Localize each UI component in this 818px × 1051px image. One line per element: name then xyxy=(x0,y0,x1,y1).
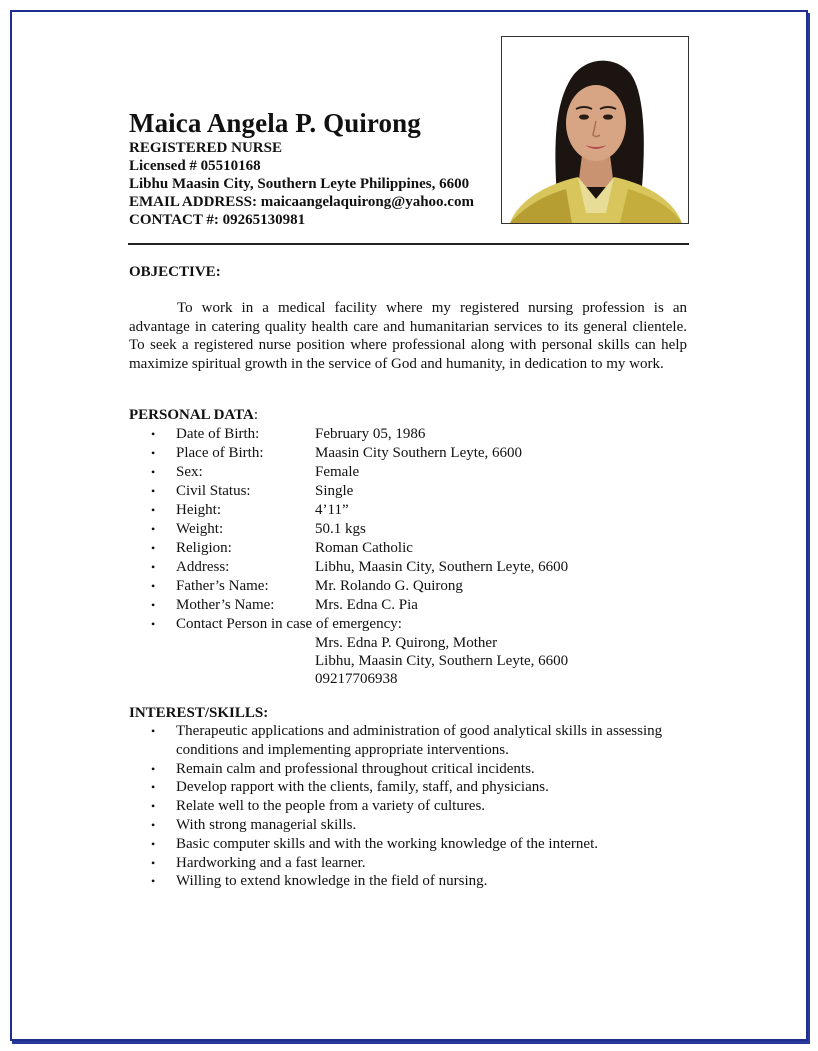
field-value: Single xyxy=(315,483,354,499)
email-address: EMAIL ADDRESS: maicaangelaquirong@yahoo.com xyxy=(129,194,474,210)
bullet: • xyxy=(151,817,156,832)
bullet: • xyxy=(151,617,156,631)
job-title: REGISTERED NURSE xyxy=(129,140,282,156)
bullet: • xyxy=(151,799,156,814)
field-label: Height: xyxy=(176,502,221,518)
field-label: Place of Birth: xyxy=(176,445,264,461)
bullet: • xyxy=(151,503,156,517)
bullet: • xyxy=(151,761,156,776)
emergency-contact-address: Libhu, Maasin City, Southern Leyte, 6600 xyxy=(315,653,569,669)
objective-body: To work in a medical facility where my registered nursing profession is an advantage in catering quality health care and humanitarian services to its general clientele. To seek a registered nurse position where professional along with personal skills can help maximize spiritual growth in the service of God and humanity, in dedication to my work. xyxy=(129,300,687,372)
bullet: • xyxy=(151,780,156,795)
header-divider xyxy=(128,243,689,245)
field-label: Address: xyxy=(176,559,230,575)
field-value: Female xyxy=(315,464,360,480)
field-label: Father’s Name: xyxy=(176,578,269,594)
field-label: Civil Status: xyxy=(176,483,251,499)
bullet: • xyxy=(151,484,156,498)
list-item xyxy=(129,872,689,891)
bullet: • xyxy=(151,874,156,889)
skill-text: Basic computer skills and with the working knowledge of the internet. xyxy=(176,835,598,852)
bullet: • xyxy=(151,598,156,612)
field-value: Maasin City Southern Leyte, 6600 xyxy=(315,445,523,461)
skill-text: With strong managerial skills. xyxy=(176,816,357,833)
list-item xyxy=(129,425,689,444)
list-item xyxy=(129,577,689,596)
list-item xyxy=(129,444,689,463)
field-value: Libhu, Maasin City, Southern Leyte, 6600 xyxy=(315,559,569,575)
field-value: Roman Catholic xyxy=(315,540,413,556)
list-item xyxy=(129,463,689,482)
emergency-contact-phone: 09217706938 xyxy=(315,671,398,687)
field-value: February 05, 1986 xyxy=(315,426,426,442)
skill-text: Remain calm and professional throughout critical incidents. xyxy=(176,760,535,777)
personal-data-title: PERSONAL DATA xyxy=(129,407,254,423)
bullet: • xyxy=(151,541,156,555)
bullet: • xyxy=(151,522,156,536)
field-label: Weight: xyxy=(176,521,224,537)
personal-data-colon: : xyxy=(253,407,259,423)
field-value: Mrs. Edna C. Pia xyxy=(315,597,418,613)
field-value: Mr. Rolando G. Quirong xyxy=(315,578,463,594)
skill-text: Therapeutic applications and administration of good analytical skills in assessing conditions and implementing appropriate interventions. xyxy=(176,723,663,758)
list-item xyxy=(129,778,689,797)
bullet: • xyxy=(151,855,156,870)
bullet: • xyxy=(151,560,156,574)
list-item xyxy=(129,816,689,835)
list-item xyxy=(129,558,689,577)
bullet: • xyxy=(151,465,156,479)
profile-photo xyxy=(501,36,689,224)
bullet: • xyxy=(151,724,156,738)
list-item xyxy=(129,760,689,779)
bullet: • xyxy=(151,427,156,441)
list-item xyxy=(129,501,689,520)
field-label: Mother’s Name: xyxy=(176,597,275,613)
objective-text xyxy=(129,299,687,373)
field-label: Religion: xyxy=(176,540,232,556)
list-item xyxy=(129,835,689,854)
list-item xyxy=(129,854,689,873)
skills-heading: INTEREST/SKILLS: xyxy=(129,705,269,721)
emergency-contact-name: Mrs. Edna P. Quirong, Mother xyxy=(315,635,498,651)
skill-text: Relate well to the people from a variety of cultures. xyxy=(176,798,486,815)
list-item xyxy=(129,539,689,558)
field-value: 4’11” xyxy=(315,502,349,518)
emergency-label: Contact Person in case of emergency: xyxy=(176,616,402,632)
bullet: • xyxy=(151,579,156,593)
resume-header xyxy=(129,107,499,229)
applicant-name: Maica Angela P. Quirong xyxy=(129,108,421,138)
emergency-contact-item xyxy=(129,615,689,634)
license-number: Licensed # 05510168 xyxy=(129,158,261,174)
field-label: Sex: xyxy=(176,464,203,480)
field-label: Date of Birth: xyxy=(176,426,260,442)
list-item xyxy=(129,596,689,615)
contact-number: CONTACT #: 09265130981 xyxy=(129,212,306,228)
list-item xyxy=(129,482,689,501)
skills-list xyxy=(129,722,689,891)
objective-heading: OBJECTIVE: xyxy=(129,264,221,280)
field-value: 50.1 kgs xyxy=(315,521,366,537)
list-item xyxy=(129,722,689,760)
personal-data-heading xyxy=(129,406,258,424)
list-item xyxy=(129,797,689,816)
home-address: Libhu Maasin City, Southern Leyte Philippines, 6600 xyxy=(129,176,470,192)
bullet: • xyxy=(151,836,156,851)
personal-data-list xyxy=(129,425,689,688)
list-item xyxy=(129,520,689,539)
skill-text: Willing to extend knowledge in the field of nursing. xyxy=(176,873,488,890)
skill-text: Hardworking and a fast learner. xyxy=(176,854,366,871)
bullet: • xyxy=(151,446,156,460)
skill-text: Develop rapport with the clients, family, staff, and physicians. xyxy=(176,779,549,796)
